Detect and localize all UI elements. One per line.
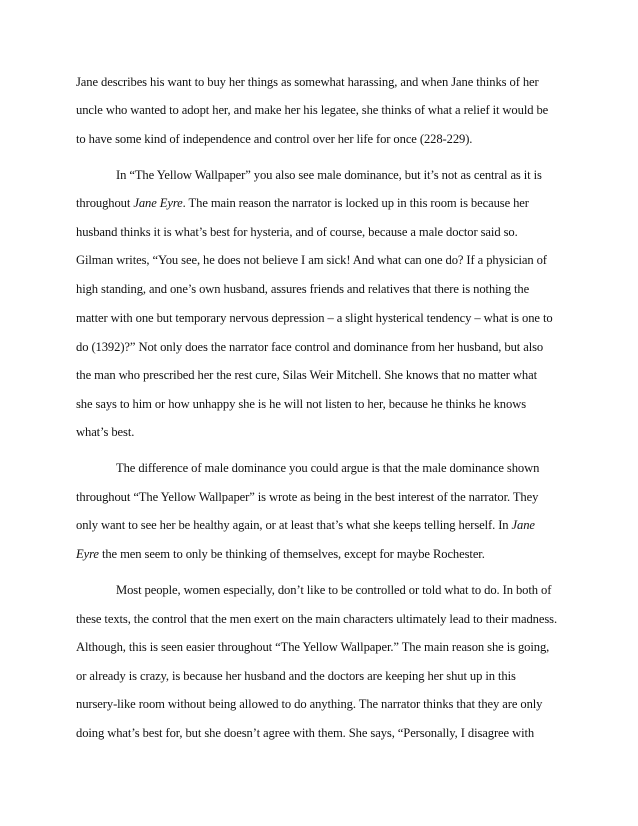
body-text-line	[76, 546, 566, 562]
text-segment: Although, this is seen easier throughout “The Yellow Wallpaper.” The main reason she is going,	[76, 640, 550, 654]
text-segment: only want to see her be healthy again, or at least that’s what she keeps telling herself. In	[76, 518, 512, 532]
text-segment: the man who prescribed her the rest cure, Silas Weir Mitchell. She knows that no matter what	[76, 368, 537, 382]
body-text-line	[76, 396, 566, 412]
text-segment: these texts, the control that the men exert on the main characters ultimately lead to their madness.	[76, 612, 557, 626]
body-text-line	[76, 611, 566, 627]
body-text-line	[76, 195, 566, 211]
text-segment: or already is crazy, is because her husband and the doctors are keeping her shut up in this	[76, 669, 516, 683]
body-text-line	[76, 74, 566, 90]
body-text-line	[76, 339, 566, 355]
body-text-line	[76, 696, 566, 712]
text-segment: In “The Yellow Wallpaper” you also see male dominance, but it’s not as central as it is	[116, 168, 542, 182]
book-title-italic: Jane	[511, 518, 535, 532]
text-segment: The difference of male dominance you could argue is that the male dominance shown	[116, 461, 540, 475]
body-text-line	[76, 367, 566, 383]
body-text-line	[76, 131, 566, 147]
text-segment: matter with one but temporary nervous depression – a slight hysterical tendency – what is one to	[76, 311, 553, 325]
body-text-line	[76, 281, 566, 297]
text-segment: nursery-like room without being allowed to do anything. The narrator thinks that they are only	[76, 697, 543, 711]
body-text-line	[76, 725, 566, 741]
text-segment: . The main reason the narrator is locked up in this room is because her	[182, 196, 529, 210]
text-segment: doing what’s best for, but she doesn’t agree with them. She says, “Personally, I disagree with	[76, 726, 535, 740]
text-segment: uncle who wanted to adopt her, and make her his legatee, she thinks of what a relief it would be	[76, 103, 549, 117]
text-segment: Gilman writes, “You see, he does not believe I am sick! And what can one do? If a physician of	[76, 253, 547, 267]
text-segment: high standing, and one’s own husband, assures friends and relatives that there is nothing the	[76, 282, 530, 296]
text-segment: Jane describes his want to buy her things as somewhat harassing, and when Jane thinks of her	[76, 75, 539, 89]
text-segment: she says to him or how unhappy she is he will not listen to her, because he thinks he knows	[76, 397, 527, 411]
body-text-line	[76, 489, 566, 505]
body-text-line	[76, 224, 566, 240]
paragraph-first-line	[116, 167, 566, 183]
text-segment: the men seem to only be thinking of themselves, except for maybe Rochester.	[98, 547, 485, 561]
body-text-line	[76, 424, 566, 440]
paragraph-first-line	[116, 460, 566, 476]
paragraph-first-line	[116, 582, 566, 598]
body-text-line	[76, 517, 566, 533]
text-segment: do (1392)?” Not only does the narrator face control and dominance from her husband, but also	[76, 340, 544, 354]
body-text-line	[76, 668, 566, 684]
body-text-line	[76, 639, 566, 655]
book-title-italic: Jane Eyre	[133, 196, 183, 210]
text-segment: husband thinks it is what’s best for hysteria, and of course, because a male doctor said so.	[76, 225, 518, 239]
body-text-line	[76, 252, 566, 268]
book-title-italic: Eyre	[76, 547, 99, 561]
text-segment: Most people, women especially, don’t like to be controlled or told what to do. In both of	[116, 583, 552, 597]
body-text-line	[76, 310, 566, 326]
text-segment: throughout	[76, 196, 134, 210]
body-text-line	[76, 102, 566, 118]
text-segment: what’s best.	[76, 425, 135, 439]
text-segment: to have some kind of independence and control over her life for once (228-229).	[76, 132, 473, 146]
text-segment: throughout “The Yellow Wallpaper” is wrote as being in the best interest of the narrator. They	[76, 490, 539, 504]
